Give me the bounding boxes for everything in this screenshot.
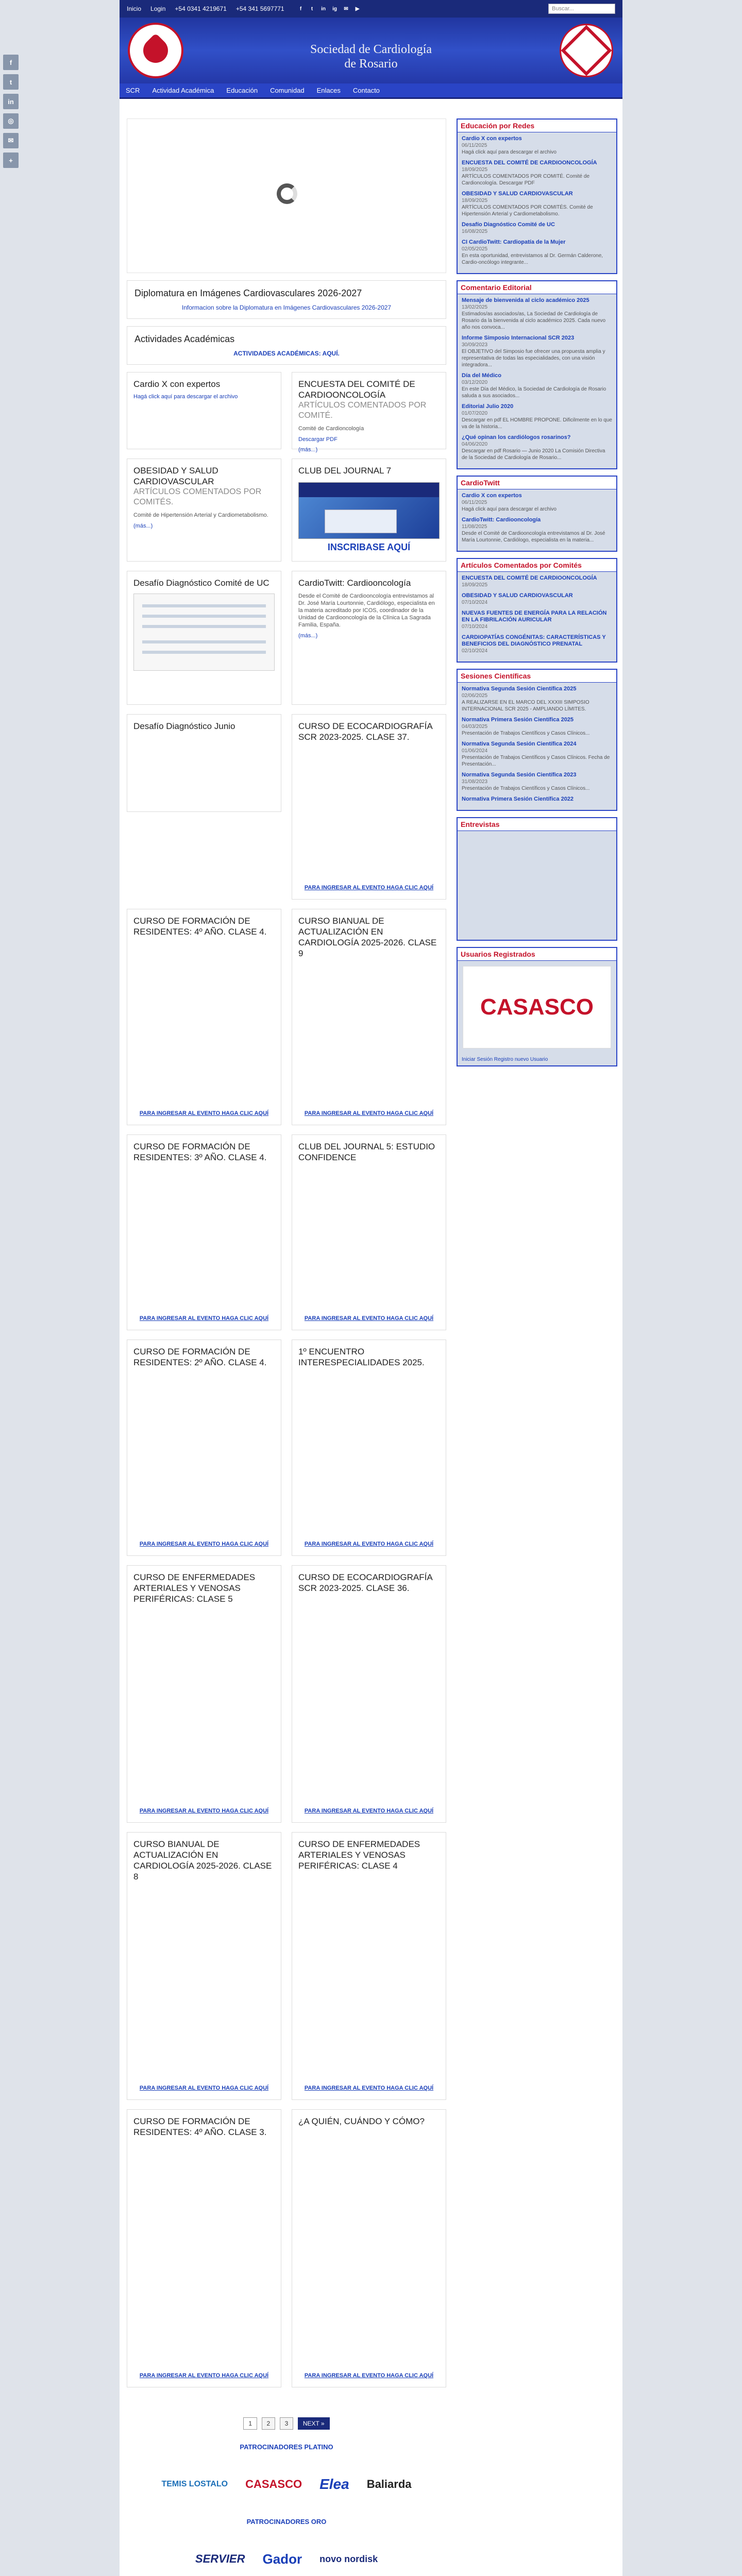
download-pdf-link[interactable]: Descargar PDF <box>298 436 338 443</box>
article-tile[interactable] <box>127 2109 281 2387</box>
tile-title[interactable]: Desafío Diagnóstico Comité de UC <box>133 578 269 588</box>
article-tile[interactable] <box>292 372 446 453</box>
event-link[interactable]: PARA INGRESAR AL EVENTO HAGA CLIC AQUÍ <box>304 1110 434 1116</box>
facebook-icon[interactable]: f <box>3 55 19 70</box>
tile-title[interactable]: CLUB DEL JOURNAL 7 <box>298 466 392 476</box>
article-tile[interactable] <box>127 1340 281 1556</box>
list-item[interactable]: CI CardioTwitt: Cardiopatía de la Mujer 02/05/2025 En esta oportunidad, entrevistamos al Dr. Germán Calderone, Cardio-oncólogo integrante... <box>462 239 603 265</box>
sponsors-platino <box>127 2461 446 2507</box>
instagram-icon[interactable]: ◎ <box>3 113 19 129</box>
event-link[interactable]: PARA INGRESAR AL EVENTO HAGA CLIC AQUÍ <box>139 1315 269 1321</box>
tile-text: Comité de Cardioncología <box>298 426 364 432</box>
tile-title[interactable]: OBESIDAD Y SALUD CARDIOVASCULAR <box>133 466 218 486</box>
tile-title[interactable]: CURSO DE ENFERMEDADES ARTERIALES Y VENOSAS PERIFÉRICAS: CLASE 5 <box>133 1572 256 1604</box>
widget-usuarios-registrados <box>457 947 617 1066</box>
nav-actividad-academica[interactable]: Actividad Académica <box>152 87 214 94</box>
nav-educacion[interactable]: Educación <box>226 87 258 94</box>
tile-title[interactable]: CURSO DE FORMACIÓN DE RESIDENTES: 4º AÑO. CLASE 3. <box>133 2116 267 2137</box>
more-link[interactable]: (más...) <box>298 447 318 453</box>
list-item[interactable]: Informe Simposio Internacional SCR 2023 30/09/2023 El OBJETIVO del Simposio fue ofrecer una propuesta amplia y representativa de todas las especialidades, con una visión integradora... <box>462 335 605 368</box>
main-column <box>127 118 446 2576</box>
loading-spinner-icon <box>277 183 297 204</box>
tile-title[interactable]: CURSO DE ECOCARDIOGRAFÍA SCR 2023-2025. CLASE 36. <box>298 1572 432 1593</box>
sponsor-logo[interactable]: Gador <box>262 2551 302 2567</box>
nav-enlaces[interactable]: Enlaces <box>316 87 341 94</box>
tile-title[interactable]: CLUB DEL JOURNAL 5: ESTUDIO CONFIDENCE <box>298 1142 435 1162</box>
card-title: Actividades Académicas <box>134 334 235 344</box>
event-link[interactable]: PARA INGRESAR AL EVENTO HAGA CLIC AQUÍ <box>304 1808 434 1814</box>
journal-banner-image[interactable] <box>298 482 440 539</box>
article-tile[interactable] <box>292 459 446 562</box>
sponsor-logo[interactable]: CASASCO <box>245 2478 302 2490</box>
sponsor-logo[interactable]: Baliarda <box>366 2478 412 2490</box>
tile-muted: ARTÍCULOS COMENTADOS POR COMITÉ. <box>298 401 427 420</box>
widget-comentario-editorial <box>457 280 617 469</box>
list-item[interactable]: Normativa Primera Sesión Científica 2022 <box>462 796 574 802</box>
widget-body <box>458 132 616 273</box>
tile-title[interactable]: Desafío Diagnóstico Junio <box>133 721 235 731</box>
linkedin-icon[interactable]: in <box>3 94 19 109</box>
widget-title: CardioTwitt <box>458 477 616 489</box>
article-tile[interactable] <box>127 1134 281 1330</box>
article-tile[interactable] <box>292 2109 446 2387</box>
seal-icon <box>561 25 612 76</box>
social-sidebar <box>3 55 19 172</box>
event-link[interactable]: PARA INGRESAR AL EVENTO HAGA CLIC AQUÍ <box>139 2372 269 2379</box>
pagination <box>127 2417 446 2430</box>
linkedin-icon[interactable]: in <box>321 6 326 12</box>
list-item[interactable]: Cardio X con expertos 06/11/2025 Hagá click aquí para descargar el archivo <box>462 493 556 512</box>
widget-sesiones-cientificas <box>457 669 617 811</box>
widget-title: Educación por Redes <box>458 120 616 132</box>
home-link[interactable]: Inicio <box>127 5 142 12</box>
nav-comunidad[interactable]: Comunidad <box>270 87 305 94</box>
search-input[interactable]: Buscar... <box>548 4 615 14</box>
twitter-icon[interactable]: t <box>311 6 313 12</box>
list-item[interactable]: Mensaje de bienvenida al ciclo académico 2025 13/02/2025 Estimados/as asociados/as, La Sociedad de Cardiología de Rosario da la bienvenida al ciclo académico 2025. Cada nuevo año nos convoca... <box>462 297 606 330</box>
widget-title: Entrevistas <box>458 818 616 831</box>
list-item[interactable]: OBESIDAD Y SALUD CARDIOVASCULAR 18/09/2025 ARTÍCULOS COMENTADOS POR COMITÉS. Comité de Hipertensión Arterial y Cardiometabolismo. <box>462 191 593 217</box>
tile-text: Desde el Comité de Cardiooncología entrevistamos al Dr. José María Lourtonnie, Cardiólogo, especialista en la materia acreditado por ICOS, coordinador de la Unidad de Cardiooncología de la Clínica La Sagrada Familia, España. <box>298 593 435 628</box>
diplomatura-link[interactable]: Informacion sobre la Diplomatura en Imágenes Cardiovasculares 2026-2027 <box>181 304 392 311</box>
casasco-banner[interactable]: CASASCO <box>463 966 611 1048</box>
widget-articulos-comentados <box>457 558 617 663</box>
article-tile[interactable] <box>292 571 446 705</box>
more-link[interactable]: (más...) <box>298 633 318 639</box>
tile-title[interactable]: CURSO DE ECOCARDIOGRAFÍA SCR 2023-2025. CLASE 37. <box>298 721 432 742</box>
article-tile[interactable] <box>127 1832 281 2100</box>
sponsor-logo[interactable]: Elea <box>319 2476 349 2492</box>
tile-title[interactable]: CURSO DE FORMACIÓN DE RESIDENTES: 3º AÑO. CLASE 4. <box>133 1142 267 1162</box>
share-icon[interactable]: + <box>3 152 19 168</box>
event-link[interactable]: PARA INGRESAR AL EVENTO HAGA CLIC AQUÍ <box>304 2372 434 2379</box>
article-tile[interactable] <box>292 1832 446 2100</box>
widget-entrevistas <box>457 817 617 941</box>
widget-title: Usuarios Registrados <box>458 948 616 961</box>
tile-muted: ARTÍCULOS COMENTADOS POR COMITÉS. <box>133 487 262 506</box>
phone-1: +54 0341 4219671 <box>175 5 227 12</box>
event-link[interactable]: PARA INGRESAR AL EVENTO HAGA CLIC AQUÍ <box>304 2085 434 2091</box>
widget-body <box>458 1054 616 1065</box>
sponsors-oro-heading: PATROCINADORES ORO <box>246 2518 327 2526</box>
tile-title[interactable]: ¿A QUIÉN, CUÁNDO Y CÓMO? <box>298 2116 425 2126</box>
list-item[interactable]: Editorial Julio 2020 01/07/2020 Descargar en pdf EL HOMBRE PROPONE. Dificilmente en lo que va de la historia... <box>462 403 612 430</box>
tile-title[interactable]: CURSO BIANUAL DE ACTUALIZACIÓN EN CARDIOLOGÍA 2025-2026. CLASE 9 <box>298 916 437 958</box>
tile-title[interactable]: CURSO DE FORMACIÓN DE RESIDENTES: 2º AÑO. CLASE 4. <box>133 1347 267 1367</box>
actividades-link[interactable]: ACTIVIDADES ACADÉMICAS: AQUÍ. <box>233 350 340 357</box>
event-link[interactable]: PARA INGRESAR AL EVENTO HAGA CLIC AQUÍ <box>139 1541 269 1547</box>
widget-body <box>458 572 616 662</box>
email-icon[interactable]: ✉ <box>3 133 19 148</box>
page-3[interactable]: 3 <box>280 2417 294 2430</box>
list-item[interactable]: Cardio X con expertos 06/11/2025 Hagá click aquí para descargar el archivo <box>462 135 556 155</box>
sponsor-logo[interactable]: novo nordisk <box>319 2553 378 2564</box>
list-item[interactable]: ENCUESTA DEL COMITÉ DE CARDIOONCOLOGÍA 18/09/2025 ARTÍCULOS COMENTADOS POR COMITÉ. Comité de Cardioncología. Descargar PDF <box>462 160 597 186</box>
article-tile[interactable] <box>127 714 281 812</box>
tile-title[interactable]: 1º ENCUENTRO INTERESPECIALIDADES 2025. <box>298 1347 425 1367</box>
event-link[interactable]: PARA INGRESAR AL EVENTO HAGA CLIC AQUÍ <box>139 2085 269 2091</box>
event-link[interactable]: PARA INGRESAR AL EVENTO HAGA CLIC AQUÍ <box>139 1808 269 1814</box>
tile-text[interactable]: Hagá click aquí para descargar el archivo <box>133 394 238 400</box>
actividades-card <box>127 326 446 365</box>
tile-title[interactable]: CURSO DE ENFERMEDADES ARTERIALES Y VENOSAS PERIFÉRICAS: CLASE 4 <box>298 1839 420 1871</box>
article-tile[interactable] <box>292 1134 446 1330</box>
widget-title: Comentario Editorial <box>458 281 616 294</box>
article-tile[interactable] <box>292 1565 446 1823</box>
phone-2: +54 341 5697771 <box>235 5 284 12</box>
list-item[interactable]: Normativa Segunda Sesión Científica 2023 31/08/2023 Presentación de Trabajos Científicos y Casos Clínicos... <box>462 772 590 791</box>
article-tile[interactable] <box>127 459 281 562</box>
article-tile[interactable] <box>292 714 446 900</box>
twitter-icon[interactable]: t <box>3 74 19 90</box>
widget-cardiotwitt <box>457 476 617 552</box>
site-container <box>120 0 622 2576</box>
list-item[interactable]: ENCUESTA DEL COMITÉ DE CARDIOONCOLOGÍA 18/09/2025 <box>462 575 597 588</box>
page-2[interactable]: 2 <box>262 2417 276 2430</box>
more-link[interactable]: (más...) <box>133 523 153 529</box>
youtube-icon[interactable]: ▶ <box>355 6 360 12</box>
widget-title: Sesiones Científicas <box>458 670 616 683</box>
list-item[interactable]: CARDIOPATÍAS CONGÉNITAS: CARACTERÍSTICAS Y BENEFICIOS DEL DIAGNÓSTICO PRENATAL 02/10/2024 <box>462 634 606 654</box>
list-item[interactable]: Día del Médico 03/12/2020 En este Día del Médico, la Sociedad de Cardiología de Rosario saluda a sus asociados... <box>462 372 606 399</box>
list-item[interactable]: OBESIDAD Y SALUD CARDIOVASCULAR 07/10/2024 <box>462 592 573 605</box>
sponsor-logo[interactable]: SERVIER <box>195 2552 245 2565</box>
list-item[interactable]: Normativa Primera Sesión Científica 2025 04/03/2025 Presentación de Trabajos Científicos y Casos Clínicos... <box>462 717 590 736</box>
widget-body <box>458 294 616 468</box>
tile-title[interactable]: CURSO DE FORMACIÓN DE RESIDENTES: 4º AÑO. CLASE 4. <box>133 916 267 937</box>
event-link[interactable]: PARA INGRESAR AL EVENTO HAGA CLIC AQUÍ <box>304 1541 434 1547</box>
sponsor-logo[interactable]: TEMIS LOSTALO <box>161 2480 228 2488</box>
sidebar <box>457 118 617 1073</box>
site-title: Sociedad de Cardiología de Rosario <box>310 43 432 71</box>
login-register-links[interactable]: Iniciar Sesión Registro nuevo Usuario <box>462 1057 548 1062</box>
image-slider[interactable] <box>127 118 446 273</box>
desafio-image[interactable] <box>133 594 275 671</box>
article-tile[interactable] <box>127 909 281 1125</box>
tile-title[interactable]: ENCUESTA DEL COMITÉ DE CARDIOONCOLOGÍA <box>298 379 415 400</box>
event-link[interactable]: PARA INGRESAR AL EVENTO HAGA CLIC AQUÍ <box>304 1315 434 1321</box>
top-socials <box>297 5 365 13</box>
event-link[interactable]: PARA INGRESAR AL EVENTO HAGA CLIC AQUÍ <box>304 885 434 891</box>
widget-body <box>458 489 616 551</box>
widget-title: Artículos Comentados por Comités <box>458 559 616 572</box>
sponsors-oro <box>127 2536 446 2576</box>
login-link[interactable]: Login <box>150 5 166 12</box>
widget-educacion-redes <box>457 118 617 274</box>
inscribase-link[interactable]: INSCRIBASE AQUÍ <box>327 542 411 552</box>
list-item[interactable]: Desafío Diagnóstico Comité de UC 16/08/2025 <box>462 222 555 234</box>
widget-body <box>458 683 616 810</box>
instagram-icon[interactable]: ig <box>332 6 338 12</box>
tile-title[interactable]: CURSO BIANUAL DE ACTUALIZACIÓN EN CARDIOLOGÍA 2025-2026. CLASE 8 <box>133 1839 272 1882</box>
diplomatura-card <box>127 280 446 319</box>
articles-grid <box>127 372 446 2397</box>
top-bar <box>120 0 622 18</box>
email-icon[interactable]: ✉ <box>344 6 348 12</box>
tile-title[interactable]: CardioTwitt: Cardiooncología <box>298 578 411 588</box>
nav-scr[interactable]: SCR <box>126 87 140 94</box>
site-header <box>120 18 622 83</box>
facebook-icon[interactable]: f <box>299 6 302 12</box>
list-item[interactable]: Normativa Segunda Sesión Científica 2025 02/06/2025 A REALIZARSE EN EL MARCO DEL XXXIII SIMPOSIO INTERNACIONAL SCR 2025 - AMPLIANDO LÍMITES. <box>462 686 589 712</box>
main-nav <box>120 83 622 99</box>
list-item[interactable]: CardioTwitt: Cardiooncología 11/08/2025 Desde el Comité de Cardiooncología entrevistamos al Dr. José María Lourtonnie, Cardiólogo, especialista en la materia... <box>462 517 605 543</box>
page-1[interactable]: 1 <box>243 2417 257 2430</box>
article-tile[interactable] <box>292 909 446 1125</box>
event-link[interactable]: PARA INGRESAR AL EVENTO HAGA CLIC AQUÍ <box>139 1110 269 1116</box>
sponsors-platino-heading: PATROCINADORES PLATINO <box>240 2443 333 2451</box>
list-item[interactable]: Normativa Segunda Sesión Científica 2024 01/06/2024 Presentación de Trabajos Científicos y Casos Clínicos. Fecha de Presentación... <box>462 741 610 767</box>
article-tile[interactable] <box>127 571 281 705</box>
list-item[interactable]: ¿Qué opinan los cardiólogos rosarinos? 04/06/2020 Descargar en pdf Rosario — Junio 2020 La Comisión Directiva de la Sociedad de Cardiología de Rosario... <box>462 434 605 461</box>
list-item[interactable]: NUEVAS FUENTES DE ENERGÍA PARA LA RELACIÓN EN LA FIBRILACIÓN AURICULAR 07/10/2024 <box>462 610 607 630</box>
nav-contacto[interactable]: Contacto <box>352 87 380 94</box>
article-tile[interactable] <box>292 1340 446 1556</box>
next-page-button[interactable]: NEXT » <box>298 2417 330 2430</box>
card-title: Diplomatura en Imágenes Cardiovasculares 2026-2027 <box>134 288 362 298</box>
article-tile[interactable] <box>127 1565 281 1823</box>
tile-text: Comité de Hipertensión Arterial y Cardiometabolismo. <box>133 512 268 518</box>
tile-title[interactable]: Cardio X con expertos <box>133 379 221 389</box>
article-tile[interactable] <box>127 372 281 449</box>
seal-logo <box>560 24 613 77</box>
